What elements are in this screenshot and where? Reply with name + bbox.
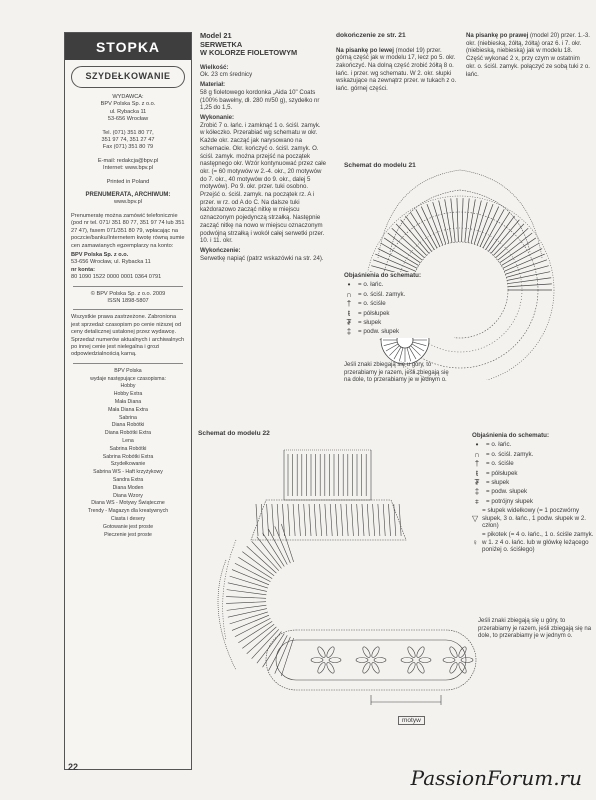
petal-motif	[370, 661, 380, 674]
legend-symbol: ₮	[346, 318, 352, 328]
publication-item: Diana Robótki	[111, 422, 145, 429]
stitch-stroke	[405, 216, 431, 251]
watermark: PassionForum.ru	[410, 766, 582, 790]
finish-label: Wykończenie:	[200, 246, 241, 254]
stitch-stroke	[227, 590, 267, 595]
email-link[interactable]: E-mail: redakcja@bpv.pl	[97, 157, 159, 164]
publication-item: Mała Diana Extra	[108, 406, 148, 413]
legend-label: = podw. słupek	[486, 488, 528, 496]
publisher-block	[65, 94, 191, 124]
stitch-stroke	[227, 605, 267, 610]
legend-row	[472, 470, 596, 477]
publication-item: Sabrina WS - Haft krzyżykowy	[93, 469, 163, 476]
size-text: Ok. 23 cm średnicy	[200, 71, 253, 79]
legend-symbol: †	[474, 459, 480, 469]
divider	[73, 286, 183, 287]
legend-symbol: ∩	[346, 289, 352, 299]
stitch-stroke	[304, 504, 306, 536]
publisher-line: ul. Rybacka 11	[109, 108, 147, 115]
account-label: nr konta:	[71, 266, 95, 273]
copyright: © BPV Polska Sp. z o.o. 2009	[90, 290, 166, 297]
right-egg-label: Na pisankę po prawej	[466, 32, 529, 39]
legend-label: = podw. słupek	[358, 328, 400, 336]
magazine-logo: SZYDEŁKOWANIE	[71, 66, 185, 88]
petal-motif	[361, 661, 371, 674]
publication-item: Gotowanie jest proste	[102, 523, 154, 530]
legend-row	[472, 460, 596, 467]
legend-label: = o. ściśle	[358, 300, 386, 308]
petal-motif	[406, 646, 416, 659]
publication-item: Sabrina	[119, 414, 137, 421]
scheme-22-diagram	[196, 440, 490, 736]
stitch-stroke	[242, 552, 274, 576]
stitch-stroke	[500, 238, 536, 263]
scheme-21-note: Jeśli znaki zbiegają się u góry, to przerabiamy je razem, jeśli zbiegają się na dole, to przerabiamy je w jednym o.	[344, 362, 449, 384]
masthead: STOPKA	[65, 33, 191, 60]
stitch-stroke	[341, 504, 343, 536]
stitch-stroke	[267, 504, 269, 536]
stitch-stroke	[357, 504, 359, 536]
legend-symbol: ♀	[472, 537, 478, 547]
article-title: SERWETKA	[200, 39, 243, 49]
stitch-stroke	[367, 504, 369, 536]
publisher-line: 53-656 Wrocław	[107, 116, 149, 123]
petal-motif	[316, 646, 326, 659]
right-egg-text: (model 20) przer. 1.-3. okr. (niebieską, żółtą, żółtą) oraz 6. i 7. okr. (niebieską, niebieską) jak w modelu 18. Część wykonać 2 x, przy czym w ostatnim okr. o. ściśl. zamyk. połączyć ze sobą tuki z o. łańc.	[466, 32, 590, 78]
stitch-stroke	[396, 224, 427, 256]
size-label: Wielkość:	[200, 63, 229, 71]
legend-symbol: •	[475, 440, 479, 450]
stitch-stroke	[457, 198, 458, 242]
stitch-stroke	[247, 546, 277, 573]
legend-row	[344, 319, 454, 326]
article-column	[200, 32, 326, 264]
stitch-stroke	[493, 224, 524, 256]
imprint-sidebar	[64, 32, 192, 770]
legend-label: = półsłupek	[486, 469, 518, 477]
oval	[266, 630, 476, 690]
petal-motif	[370, 646, 380, 659]
stitch-stroke	[445, 199, 452, 242]
internet-link[interactable]: Internet: www.bpv.pl	[103, 165, 153, 172]
legend-title: Objaśnienia do schematu:	[344, 272, 422, 279]
stitch-stroke	[263, 634, 285, 668]
work-text: Zrobić 7 o. łańc. i zamknąć 1 o. ściśl. zamyk. w kółeczko. Przerabiać wg schematu w okr. Każde okr. zacząć jak narysowano na schemacie. Okr. kończyć o. ściśl. zamyk. O. ściśl. zamyk. można przejść na początek następnego okr. Wzór kontynuować przez całe okr. (= 60 motywów w 2.-4. okr., 20 motywów do 7. okr., 40 motywów do 9. okr., dalej 5 motywów). Po 9. okr. przer. tuki osobno. Przejść o. ściśl. zamyk. na początek rz. A i przer. w rz. od A do C. Na dalsze tuki każdorazowo zacząć nitkę w miejscu oznaczonym pojedynczą strzałką. Następnie zacząć nitkę na nowo w miejscu oznaczonym podwójną strzałką i wokół całej serwetki przer. 10. i 11. okr.	[200, 121, 327, 245]
motif-label: motyw	[398, 716, 425, 725]
legend-symbol: ∩	[474, 449, 480, 459]
stitch-stroke	[226, 602, 266, 604]
subscription-url[interactable]: www.bpv.pl	[114, 199, 142, 206]
stitch-stroke	[381, 243, 419, 265]
stitch-stroke	[416, 209, 437, 248]
stitch-stroke	[508, 278, 552, 284]
printed-in: Printed in Poland	[106, 178, 150, 185]
legend-row	[472, 479, 596, 486]
stitch-stroke	[325, 504, 327, 536]
petal-motif	[406, 661, 416, 674]
legend-label: = słupek	[358, 319, 382, 327]
legend-symbol: ‡	[346, 327, 352, 337]
phone-line: Fax (071) 351 80 79	[102, 144, 154, 151]
legend-row	[472, 451, 596, 458]
scheme-21-legend	[344, 272, 454, 338]
legend-row	[472, 498, 596, 505]
publication-item: Mała Diana	[114, 398, 142, 405]
petal-motif	[329, 658, 341, 663]
pubs-title: BPV Polska	[114, 367, 142, 374]
account-block	[65, 252, 191, 282]
subscription-text: Prenumeratę można zamówić telefonicznie (pod nr tel. 071/ 351 80 77, 351 97 74 lub 351 27 47), faxem 071/351 80 79, wpłacając na poczcie/banku/Internetem kwotę równą sumie cen zamawianych egzemplarzy na konto:	[71, 212, 185, 249]
finish-text: Serwetkę napiąć (patrz wskazówki na str. 24).	[200, 254, 324, 262]
stitch-stroke	[384, 238, 420, 263]
publication-item: Hobby	[120, 383, 136, 390]
stitch-stroke	[488, 216, 514, 251]
left-egg-text: (model 19) przer. górną część jak w modelu 17, lecz po 5. okr. zakończyć. Na dolną część zrobić żółtą 8 o. łańc. i przer. wg schematu. W 2. okr. słupki wskazujące na zewnątrz przer. w tukach z o. łańc. górnej części.	[336, 46, 457, 93]
stitch-stroke	[346, 504, 348, 536]
phones-block	[65, 130, 191, 152]
stitch-stroke	[378, 504, 380, 536]
publication-item: Hobby Extra	[113, 391, 143, 398]
petal-motif	[356, 658, 368, 663]
continuation-title: dokończenie ze str. 21	[336, 32, 406, 39]
legend-symbol: ŧ	[347, 308, 351, 318]
legend-symbol: ‡	[474, 487, 480, 497]
account-number: 80 1090 1522 0000 0001 0364 0791	[71, 274, 162, 281]
stitch-stroke	[451, 198, 455, 242]
stitch-stroke	[288, 504, 290, 536]
model-number: Model 21	[200, 31, 232, 40]
stitch-stroke	[228, 609, 267, 618]
arc	[218, 560, 236, 670]
stitch-stroke	[314, 504, 316, 536]
stitch-stroke	[501, 243, 539, 265]
page-number: 22	[68, 762, 79, 772]
stitch-stroke	[309, 504, 311, 536]
legend-row	[472, 507, 596, 529]
publication-item: Pieczenie jest proste	[104, 531, 152, 538]
publication-item: Szydełkowanie	[110, 461, 146, 468]
stitch-stroke	[320, 504, 322, 536]
stitch-stroke	[252, 629, 279, 658]
continuation-column	[336, 32, 458, 95]
legend-label: = o. ściśl. zamyk.	[358, 290, 406, 298]
account-company: BPV Polska Sp. z o.o.	[71, 251, 129, 258]
publication-item: Ciasta i desery	[110, 515, 146, 522]
pubs-subtitle: wydaje następujące czasopisma:	[90, 375, 166, 382]
legend-title: Objaśnienia do schematu:	[472, 432, 550, 439]
petal-motif	[457, 646, 467, 659]
scheme-22-legend	[472, 432, 596, 556]
issn: ISSN 1898-5807	[107, 297, 149, 304]
stitch-stroke	[373, 504, 375, 536]
petal-motif	[419, 658, 431, 663]
stitch-stroke	[362, 504, 364, 536]
legend-rows	[472, 441, 596, 553]
petal-motif	[325, 661, 335, 674]
stitch-stroke	[256, 504, 258, 536]
petal-motif	[461, 658, 473, 663]
rights-notice: Wszystkie prawa zastrzeżone. Zabroniona jest sprzedaż czasopism po cenie niższej od ceny detalicznej ustalonej przez wydawcę. Sprzedaż numerów aktualnych i archiwalnych po innej cenie jest nielegalna i grozi odpowiedzialnością karną.	[71, 314, 185, 358]
stitch-stroke	[351, 504, 353, 536]
legend-rows	[344, 281, 454, 335]
legend-row	[344, 281, 454, 288]
scheme-22-note: Jeśli znaki zbiegają się u góry, to przerabiamy je razem, jeśli zbiegają się na dole, to przerabiamy je w jednym o.	[478, 618, 592, 640]
legend-symbol: ŧ	[475, 468, 479, 478]
stitch-stroke	[508, 284, 552, 287]
stitch-stroke	[465, 198, 469, 242]
legend-symbol: †	[346, 299, 352, 309]
petal-motif	[448, 661, 458, 674]
subscription-label: PRENUMERATA, ARCHIWUM:	[85, 192, 171, 199]
phone-line: Tel. (071) 351 80 77,	[102, 129, 154, 136]
material-text: 58 g fioletowego kordonka „Aida 10" Coats (100% bawełny, dł. 280 m/50 g), szydełko nr 1,25 do 1,5.	[200, 88, 320, 112]
publication-item: Diana Robótki Extra	[104, 430, 152, 437]
legend-label: = słupek widełkowy (= 1 poczwórny słupek, 3 o. łańc., 1 podw. słupek w 2. człon)	[482, 507, 587, 530]
publication-item: Diana WS - Motywy Świąteczne	[91, 500, 165, 507]
publication-item: Sandra Extra	[112, 476, 144, 483]
publisher-label: WYDAWCA:	[112, 94, 144, 100]
legend-symbol: •	[347, 280, 351, 290]
stitch-stroke	[383, 504, 385, 536]
petal-motif	[311, 658, 323, 663]
legend-label: = o. łańc.	[486, 441, 512, 449]
petal-motif	[457, 661, 467, 674]
legend-symbol: ₮	[474, 478, 480, 488]
petal-motif	[325, 646, 335, 659]
stitch-stroke	[394, 504, 396, 536]
publisher-line: BPV Polska Sp. z o.o.	[100, 101, 156, 108]
stitch-stroke	[228, 583, 267, 592]
scheme-21-title: Schemat do modelu 21	[344, 162, 416, 169]
petal-motif	[374, 658, 386, 663]
stitch-stroke	[330, 504, 332, 536]
work-label: Wykonanie:	[200, 114, 235, 121]
stitch-stroke	[242, 624, 274, 648]
stitch-stroke	[226, 597, 266, 599]
publication-item: Trendy - Magazyn dla kreatywnych	[87, 508, 169, 515]
stitch-stroke	[496, 228, 529, 258]
legend-row	[344, 328, 454, 335]
scheme-22-title: Schemat do modelu 22	[198, 430, 270, 437]
legend-label: = o. łańc.	[358, 281, 384, 289]
legend-row	[344, 310, 454, 317]
legend-row	[472, 488, 596, 495]
petal-motif	[316, 661, 326, 674]
legend-symbol: ▽	[472, 513, 479, 523]
petal-motif	[415, 661, 425, 674]
continuation-column-right	[466, 32, 590, 80]
frame	[251, 500, 406, 540]
stitch-stroke	[263, 533, 285, 567]
petal-motif	[401, 658, 413, 663]
petal-motif	[443, 658, 455, 663]
publication-item: Sabrina Robótki Extra	[102, 453, 154, 460]
contact-block	[65, 158, 191, 173]
account-address: 53-656 Wrocław, ul. Rybacka 11	[71, 259, 151, 266]
stitch-stroke	[336, 504, 338, 536]
phone-line: 351 97 74, 351 27 47	[101, 137, 155, 144]
petal-motif	[448, 646, 458, 659]
stitch-stroke	[399, 504, 401, 536]
material-label: Materiał:	[200, 81, 226, 89]
stitch-stroke	[483, 209, 504, 248]
subscription-block	[65, 192, 191, 207]
stitch-stroke	[272, 504, 274, 536]
stitch-stroke	[257, 632, 282, 664]
publications-list	[65, 368, 191, 540]
divider	[73, 363, 183, 364]
legend-row	[472, 441, 596, 448]
legend-label: = słupek	[486, 479, 510, 487]
left-egg-label: Na pisankę po lewej	[336, 46, 394, 54]
petal-motif	[415, 646, 425, 659]
legend-label: = potrójny słupek	[486, 497, 533, 505]
article-subtitle: W KOLORZE FIOLETOWYM	[200, 48, 298, 58]
petal-motif	[361, 646, 371, 659]
stitch-stroke	[252, 541, 279, 570]
publication-item: Sabrina Robótki	[109, 445, 147, 452]
divider	[73, 309, 183, 310]
stitch-stroke	[247, 627, 277, 654]
stitch-stroke	[491, 220, 519, 254]
publication-item: Diana Wzory	[113, 492, 143, 499]
legend-label: = pikotek (= 4 o. łańc., 1 o. ściśle zamyk. w 1. z 4 o. łańc. lub w główkę leżącego poniżej o. ściśłego)	[482, 531, 594, 554]
publication-item: Diana Moden	[112, 484, 144, 491]
legend-row	[344, 300, 454, 307]
stitch-stroke	[401, 220, 429, 254]
stitch-stroke	[298, 504, 300, 536]
legend-row	[472, 531, 596, 553]
oval-inner	[276, 640, 466, 680]
stitch-stroke	[277, 504, 279, 536]
arc	[390, 190, 530, 252]
legend-label: = o. ściśle	[486, 460, 514, 468]
legend-label: = o. ściśl. zamyk.	[486, 450, 534, 458]
stitch-stroke	[389, 504, 391, 536]
pubs-items	[65, 383, 191, 539]
stitch-stroke	[507, 272, 550, 281]
legend-row	[344, 291, 454, 298]
stitch-stroke	[257, 537, 282, 569]
legend-label: = półsłupek	[358, 309, 390, 317]
stitch-stroke	[293, 504, 295, 536]
stitch-stroke	[462, 198, 463, 242]
legend-symbol: ⧧	[474, 496, 480, 506]
copyright-block	[65, 291, 191, 306]
stitch-stroke	[392, 228, 425, 258]
scheme-21-diagram	[330, 140, 592, 380]
publication-item: Lena	[122, 437, 134, 444]
stitch-stroke	[468, 199, 475, 242]
